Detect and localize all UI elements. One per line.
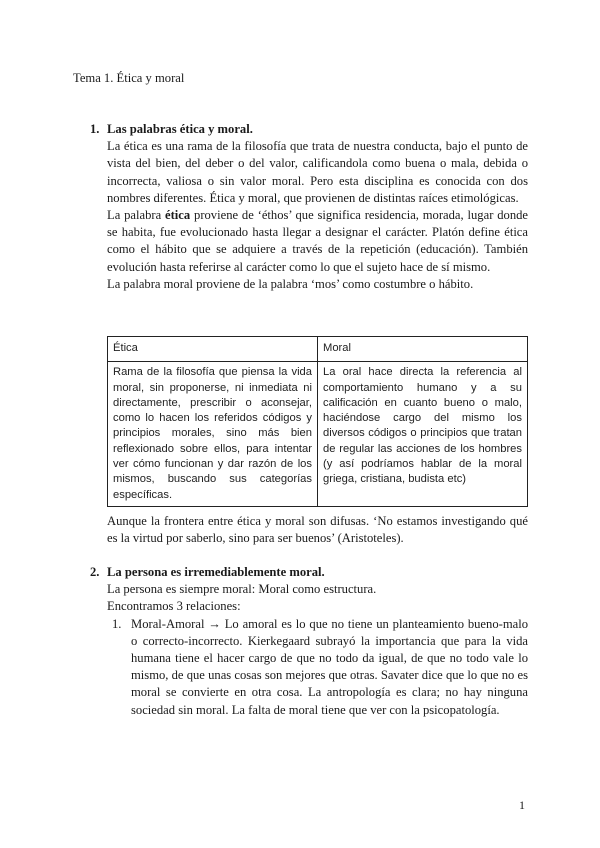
section-1-number: 1. xyxy=(90,122,100,136)
section-2-line-1: La persona es siempre moral: Moral como estructura. xyxy=(107,582,377,597)
section-1-paragraph-2: La palabra ética proviene de ‘éthos’ que significa residencia, morada, lugar donde se habita, fue evolucionado hasta llegar a designar el carácter. Platón define ética como el hábito que se adquiere a través de la repetición (educación). También evolución hasta referirse al carácter como lo que el sujeto hace de sí mismo. xyxy=(107,208,528,274)
section-2-line-2: Encontramos 3 relaciones: xyxy=(107,599,241,614)
etica-moral-table xyxy=(107,336,528,507)
list-item-text: Moral-Amoral → Lo amoral es lo que no tiene un planteamiento bueno-malo o correcto-incorrecto. Kierkegaard subrayó la importancia que para la vida humana tiene el hacer cargo de que no todo da igual, de que no todo vale lo mismo, de que unas cosas son mejores que otras. Savater dice que lo que no es moral se convierte en otra cosa. La antropología es clara; no hay ninguna sociedad sin moral. La falta de moral tiene que ver con la psicopatología. xyxy=(131,616,528,717)
page-number: 1 xyxy=(519,798,525,812)
section-2-number: 2. xyxy=(90,565,100,579)
aristotle-paragraph: Aunque la frontera entre ética y moral son difusas. ‘No estamos investigando qué es la virtud por saberlo, sino para ser buenos’ (Aristoteles). xyxy=(107,514,528,546)
section-1-heading-text: Las palabras ética y moral. xyxy=(107,122,253,136)
section-1 xyxy=(90,121,528,293)
section-2 xyxy=(90,564,528,719)
keyword-etica: ética xyxy=(165,208,191,223)
table-header-moral: Moral xyxy=(318,337,528,362)
list-item xyxy=(90,616,528,719)
table-cell-etica: Rama de la filosofía que piensa la vida moral, sin proponerse, ni inmediata ni directamente, prescribir o aconsejar, como lo hacen los referidos códigos y principios morales, sino más bien reflexionado sobre ellos, para intentar ver cómo funcionan y dar razón de los mismos, buscando sus categorías específicas. xyxy=(108,362,318,507)
section-2-heading-text: La persona es irremediablemente moral. xyxy=(107,565,325,579)
section-1-paragraph-1: La ética es una rama de la filosofía que trata de nuestra conducta, bajo el punto de vista del bien, del deber o del valor, calificandola como buena o mala, debida o incorrecta, valiosa o sin valor moral. Pero esta disciplina es conocida con dos nombres diferentes. Ética y moral, que provienen de distintas raíces etimológicas. xyxy=(107,139,528,205)
section-1-heading xyxy=(90,121,528,138)
section-2-heading xyxy=(90,564,528,581)
section-1-paragraph-3: La palabra moral proviene de la palabra ‘mos’ como costumbre o hábito. xyxy=(107,276,474,291)
document-title: Tema 1. Ética y moral xyxy=(73,71,185,85)
table-cell-moral: La oral hace directa la referencia al comportamiento humano y a su calificación en cuanto bueno o malo, haciéndose cargo del mismo los diversos códigos o principios que tratan de regular las acciones de los hombres (y así podríamos hablar de la moral griega, cristiana, budista etc) xyxy=(318,362,528,507)
table-header-etica: Ética xyxy=(108,337,318,362)
list-item-number: 1. xyxy=(112,616,122,631)
